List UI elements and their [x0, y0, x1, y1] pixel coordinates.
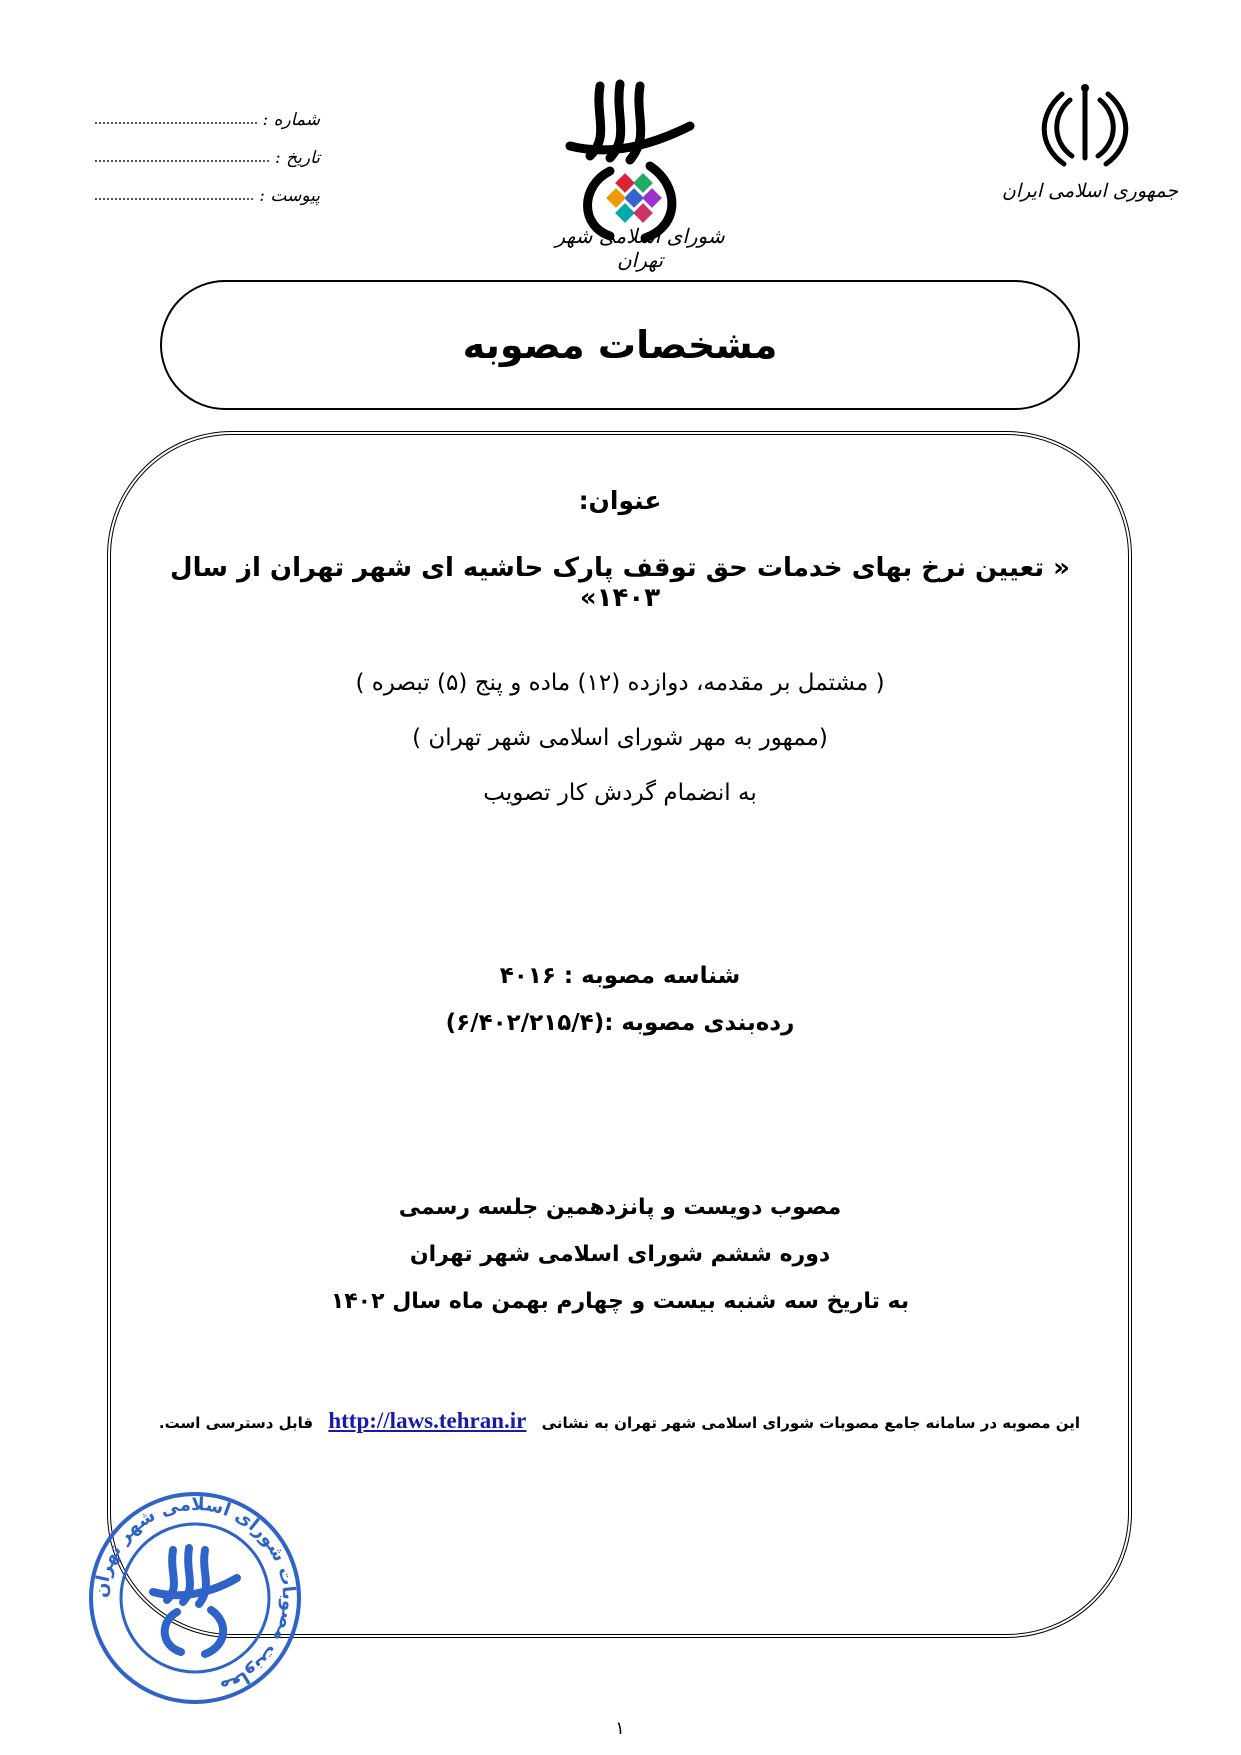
title-box [160, 280, 1080, 410]
date-dots [95, 160, 269, 162]
availability-prefix: این مصوبه در سامانه جامع مصوبات شورای اسلامی شهر تهران به نشانی [541, 1414, 1080, 1432]
description-line: به انضمام گردش کار تصویب [483, 780, 757, 806]
official-seal-icon [85, 1488, 305, 1708]
approval-line: دوره ششم شورای اسلامی شهر تهران [409, 1242, 831, 1267]
seal-text: معاونت مصوبات شورای اسلامی شهر تهران [90, 1493, 300, 1698]
number-label: شماره : [262, 110, 320, 130]
resolution-title: « تعیین نرخ بهای خدمات حق توقف پارک حاشیه ای شهر تهران از سال ۱۴۰۳» [170, 553, 1070, 613]
page-title: مشخصات مصوبه [462, 323, 778, 367]
emblem-caption: جمهوری اسلامی ایران [1001, 180, 1179, 202]
approval-line: به تاریخ سه شنبه بیست و چهارم بهمن ماه سال ۱۴۰۲ [330, 1289, 910, 1314]
description-line: (ممهور به مهر شورای اسلامی شهر تهران ) [412, 725, 828, 751]
approval-line: مصوب دویست و پانزدهمین جلسه رسمی [398, 1195, 842, 1220]
availability-suffix: قابل دسترسی است. [158, 1414, 314, 1432]
attachment-dots [95, 198, 253, 200]
page-number: ۱ [615, 1718, 625, 1739]
resolution-id: شناسه مصوبه : ۴۰۱۶ [499, 963, 741, 989]
number-field [95, 92, 320, 130]
subject-label: عنوان: [578, 486, 662, 515]
reference-fields [95, 92, 320, 206]
date-field [95, 130, 320, 168]
national-emblem-icon [1040, 80, 1130, 170]
council-caption: شورای اسلامی شهر تهران [555, 224, 725, 272]
description-line: ( مشتمل بر مقدمه، دوازده (۱۲) ماده و پنج (۵) تبصره ) [355, 670, 885, 696]
attachment-field [95, 168, 320, 206]
availability-note [158, 1408, 1080, 1434]
number-dots [95, 122, 257, 124]
date-label: تاریخ : [275, 148, 320, 168]
attachment-label: پیوست : [259, 186, 320, 206]
laws-link[interactable]: http://laws.tehran.ir [328, 1408, 527, 1433]
resolution-classification: رده‌بندی مصوبه :(۶/۴۰۲/۲۱۵/۴) [445, 1010, 795, 1036]
